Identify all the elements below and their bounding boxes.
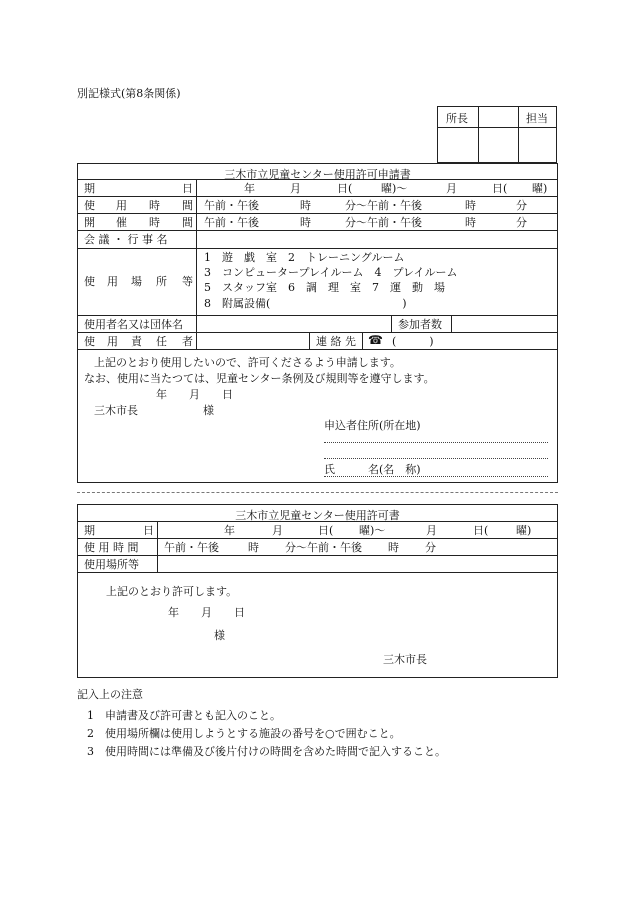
note-item: 3 使用時間には準備及び後片付けの時間を含めた時間で記入すること。 — [87, 745, 446, 758]
held-time-hour-end: 時 — [465, 216, 476, 229]
period-label-b: 日 — [182, 182, 193, 195]
approval-stamp-box — [437, 106, 557, 163]
permit-issuer: 三木市長 — [383, 653, 427, 666]
permit-date: 年 月 日 — [168, 606, 245, 619]
application-title: 三木市立児童センター使用許可申請書 — [224, 168, 411, 181]
permit-period-year: 年 — [224, 524, 235, 537]
applicant-name-label: 氏 名(名 称) — [324, 463, 421, 476]
place-option-line: 5 スタッフ室 6 調 理 室 7 運 動 場 — [204, 281, 445, 294]
permit-use-time-min-end: 分 — [425, 541, 436, 554]
event-name-label: 会 議 ・ 行 事 名 — [84, 233, 168, 246]
address-line-1 — [324, 442, 548, 443]
permit-period-month-2: 月 — [426, 524, 437, 537]
application-statement-2: なお、使用に当たつては、児童センター条例及び規則等を遵守します。 — [84, 372, 435, 385]
permit-period-label-a: 期 — [84, 524, 95, 537]
name-line — [324, 476, 548, 477]
permit-place-label: 使用場所等 — [84, 558, 139, 571]
place-option-line: 1 遊 戯 室 2 トレーニングルーム — [204, 251, 405, 264]
applicant-address-label: 申込者住所(所在地) — [324, 419, 421, 432]
application-statement-1: 上記のとおり使用したいので、許可くださるよう申請します。 — [94, 356, 401, 369]
permit-period-label-b: 日 — [143, 524, 154, 537]
note-item: 1 申請書及び許可書とも記入のこと。 — [87, 709, 281, 722]
use-time-hour-start: 時 — [300, 199, 311, 212]
user-name-label: 使用者名又は団体名 — [84, 318, 183, 331]
permit-period-day: 日( — [318, 524, 334, 537]
held-time-min-end: 分 — [516, 216, 527, 229]
permit-period-day-2: 日( — [473, 524, 489, 537]
period-month: 月 — [290, 182, 301, 195]
permit-period-weekday-2: 曜) — [516, 524, 532, 537]
phone-paren: ( ) — [392, 335, 434, 348]
director-label: 所長 — [446, 112, 468, 125]
participants-label: 参加者数 — [398, 318, 442, 331]
addressee: 三木市長 — [94, 404, 138, 417]
permit-title: 三木市立児童センター使用許可書 — [235, 509, 400, 522]
addressee-sama: 様 — [203, 404, 214, 417]
permit-use-time-hour: 時 — [248, 541, 259, 554]
use-time-hour-end: 時 — [465, 199, 476, 212]
period-label-a: 期 — [84, 182, 95, 195]
staff-label: 担当 — [526, 112, 548, 125]
note-item: 2 使用場所欄は使用しようとする施設の番号を○で囲むこと。 — [87, 727, 401, 740]
permit-use-time-label: 使 用 時 間 — [84, 541, 139, 554]
telephone-icon: ☎ — [368, 333, 383, 347]
period-weekday-2: 曜) — [532, 182, 548, 195]
permit-period-weekday: 曜)～ — [359, 524, 386, 537]
permit-statement: 上記のとおり許可します。 — [106, 585, 238, 598]
permit-use-time-hour-end: 時 — [388, 541, 399, 554]
permit-period-month: 月 — [272, 524, 283, 537]
use-time-ampm-start: 午前・午後 — [204, 199, 259, 212]
permit-use-time-min-to: 分～午前・午後 — [285, 541, 362, 554]
held-time-min-to: 分～午前・午後 — [345, 216, 422, 229]
permit-sama: 様 — [214, 629, 225, 642]
period-day-2: 日( — [492, 182, 508, 195]
held-time-ampm-start: 午前・午後 — [204, 216, 259, 229]
address-line-2 — [324, 458, 548, 459]
period-month-2: 月 — [446, 182, 457, 195]
place-option-line: 3 コンピュータープレイルーム 4 プレイルーム — [204, 266, 458, 279]
place-option-line: 8 附属設備( ) — [204, 297, 407, 310]
form-label: 別記様式(第8条関係) — [77, 87, 181, 100]
cut-line — [77, 492, 558, 493]
contact-label: 連 絡 先 — [316, 335, 356, 348]
held-time-hour-start: 時 — [300, 216, 311, 229]
period-year: 年 — [244, 182, 255, 195]
use-time-min-end: 分 — [516, 199, 527, 212]
application-date: 年 月 日 — [156, 388, 233, 401]
permit-use-time-ampm: 午前・午後 — [164, 541, 219, 554]
period-day: 日( — [337, 182, 353, 195]
period-weekday: 曜)～ — [381, 182, 408, 195]
notes-heading: 記入上の注意 — [77, 688, 143, 701]
use-time-min-to: 分～午前・午後 — [345, 199, 422, 212]
